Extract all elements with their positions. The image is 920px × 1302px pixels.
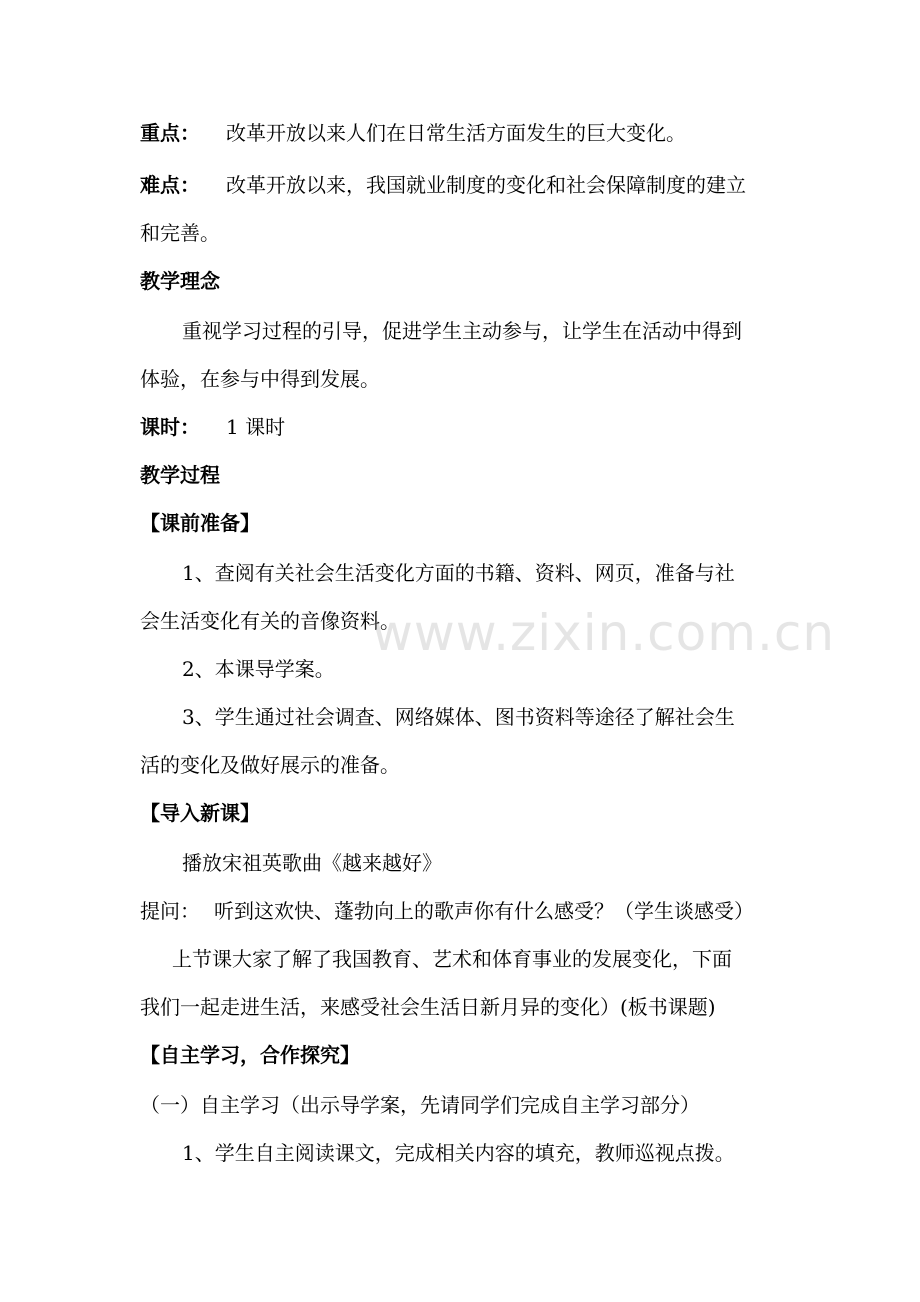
introduction-transition-line2: 我们一起走进生活，来感受社会生活日新月异的变化）(板书课题) [140,995,716,1019]
difficult-point-text: 改革开放以来，我国就业制度的变化和社会保障制度的建立 [226,173,746,197]
preparation-item-2: 2、本课导学案。 [182,657,335,681]
preparation-item-1-continuation: 会生活变化有关的音像资料。 [140,609,400,633]
key-point-line [140,119,790,147]
self-study-part1: （一）自主学习（出示导学案，先请同学们完成自主学习部分） [140,1093,700,1117]
key-point-text: 改革开放以来人们在日常生活方面发生的巨大变化。 [226,121,686,145]
self-study-heading: 【自主学习，合作探究】 [140,1043,360,1067]
introduction-question-line [140,897,790,925]
watermark: www.zixin.com.cn [372,604,836,662]
teaching-concept-heading: 教学理念 [140,269,220,293]
introduction-transition-line1: 上节课大家了解了我国教育、艺术和体育事业的发展变化，下面 [172,947,732,971]
introduction-play: 播放宋祖英歌曲《越来越好》 [182,851,442,875]
preparation-item-1: 1、查阅有关社会生活变化方面的书籍、资料、网页，准备与社 [182,561,735,585]
class-hours-line [140,413,790,441]
preparation-item-3: 3、学生通过社会调查、网络媒体、图书资料等途径了解社会生 [182,705,735,729]
teaching-concept-line1: 重视学习过程的引导，促进学生主动参与，让学生在活动中得到 [182,319,742,343]
key-point-label: 重点： [140,121,200,145]
introduction-heading: 【导入新课】 [140,801,260,825]
question-text: 听到这欢快、蓬勃向上的歌声你有什么感受？（学生谈感受） [214,899,754,923]
difficult-point-label: 难点： [140,173,200,197]
question-label: 提问： [140,899,200,923]
class-hours-value: 1 课时 [226,415,286,439]
class-hours-label: 课时： [140,415,200,439]
difficult-point-line [140,171,790,199]
difficult-point-continuation: 和完善。 [140,221,220,245]
self-study-step1: 1、学生自主阅读课文，完成相关内容的填充，教师巡视点拨。 [182,1141,735,1165]
teaching-concept-line2: 体验，在参与中得到发展。 [140,367,380,391]
preparation-heading: 【课前准备】 [140,511,260,535]
teaching-process-heading: 教学过程 [140,463,220,487]
preparation-item-3-continuation: 活的变化及做好展示的准备。 [140,753,400,777]
